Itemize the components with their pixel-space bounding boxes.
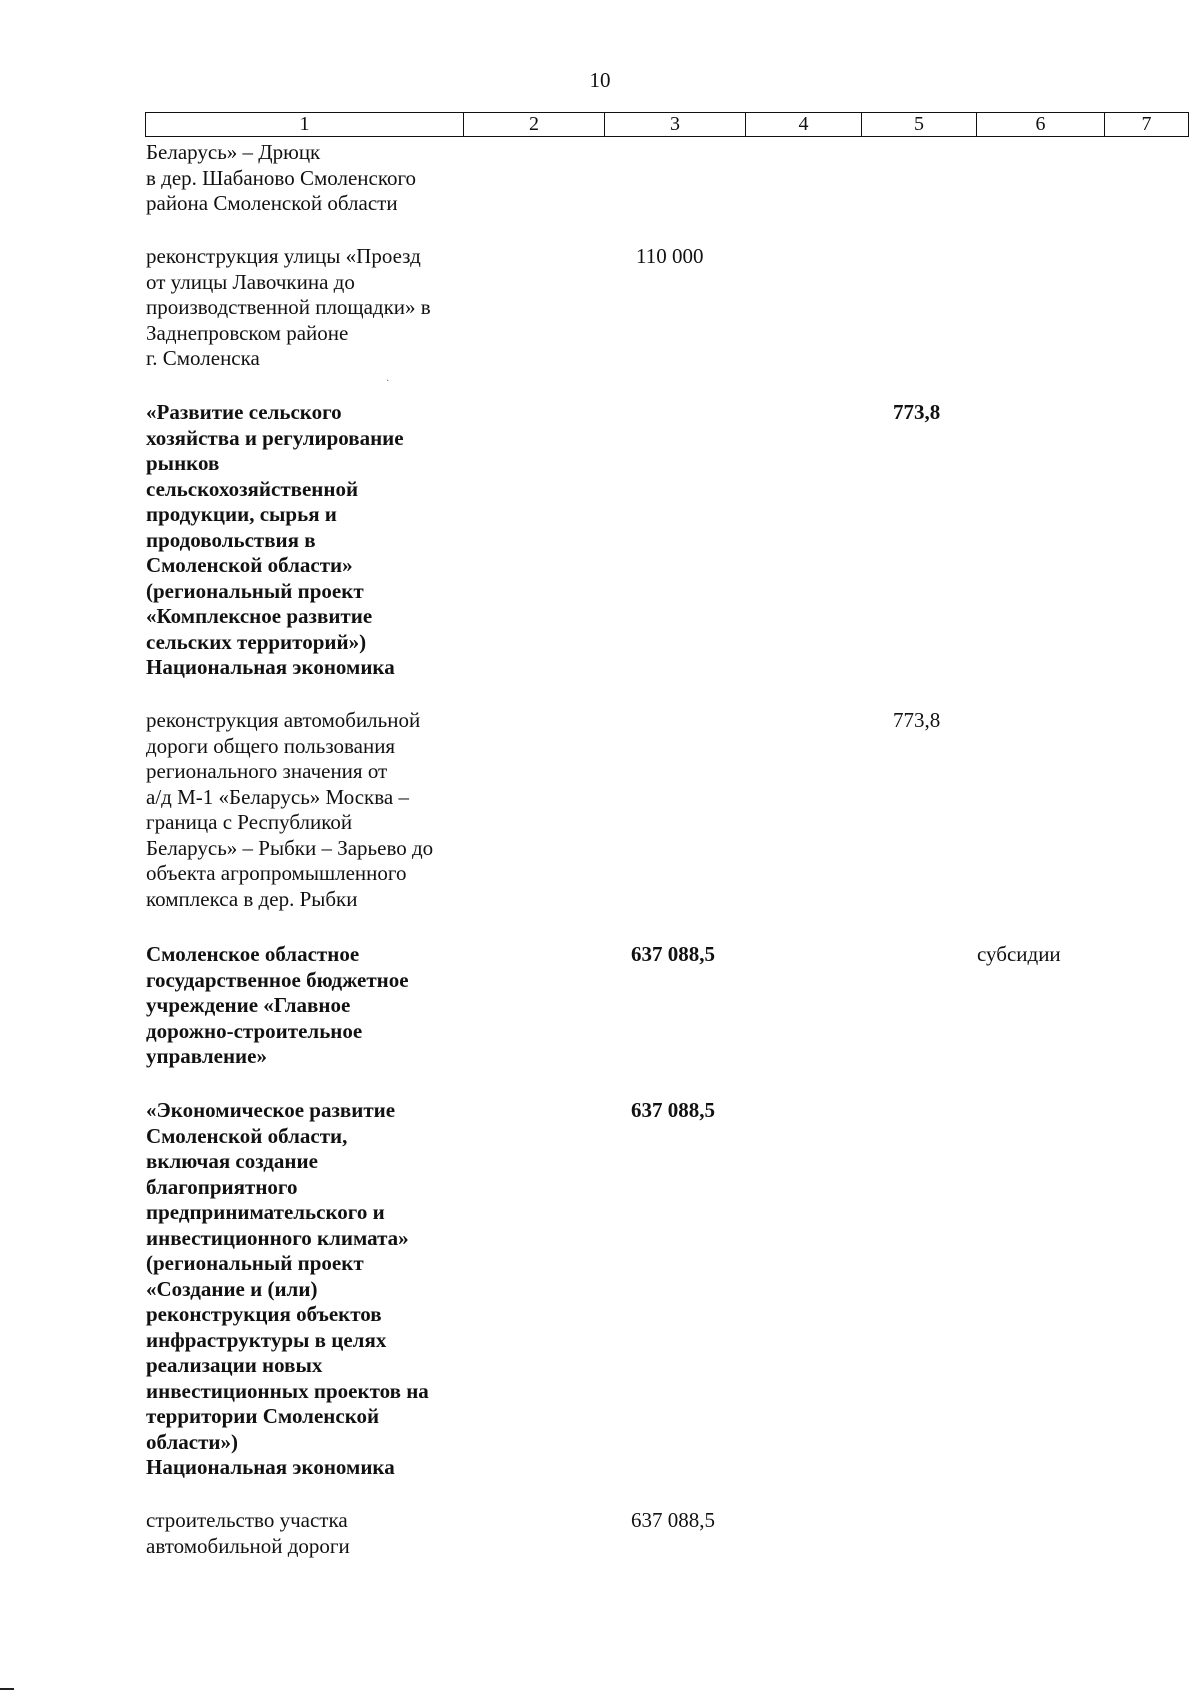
column-header-1: 1: [146, 113, 464, 136]
row-description: «Развитие сельского хозяйства и регулирование рынков сельскохозяйственной продукции, сырья и продовольствия в Смоленской области» (региональный проект «Комплексное развитие сельских территорий») Национальная экономика: [146, 400, 404, 679]
row-col5-value: 773,8: [893, 708, 941, 732]
column-header-7: 7: [1141, 113, 1152, 135]
row-col6-value: субсидии: [977, 942, 1061, 966]
scan-edge-mark: [0, 1688, 14, 1690]
row-col3-value: 110 000: [636, 244, 704, 268]
row-description: реконструкция улицы «Проезд от улицы Лавочкина до производственной площадки» в Заднепровском районе г. Смоленска: [146, 244, 431, 370]
page-number: 10: [589, 68, 611, 92]
row-col3-value: 637 088,5: [631, 1508, 715, 1532]
row-col5-value: 773,8: [893, 400, 941, 424]
column-header-3: 3: [605, 113, 746, 136]
table-column-header-row: [145, 112, 1189, 137]
column-header-2: 2: [464, 113, 605, 136]
column-header-6: 6: [977, 113, 1105, 136]
row-description: реконструкция автомобильной дороги общего пользования регионального значения от а/д М-1 «Беларусь» Москва – граница с Республикой Беларусь» – Рыбки – Зарьево до объекта агропромышленного комплекса в дер. Рыбки: [146, 708, 434, 911]
row-description: «Экономическое развитие Смоленской области, включая создание благоприятного предпринимательского и инвестиционного климата» (региональный проект «Создание и (или) реконструкция объектов инфраструктуры в целях реализации новых инвестиционных проектов на территории Смоленской области») Национальная экономика: [146, 1098, 429, 1479]
row-description: Беларусь» – Дрюцк в дер. Шабаново Смоленского района Смоленской области: [146, 140, 417, 215]
scan-speck: ·: [386, 376, 390, 387]
column-header-5: 5: [862, 113, 977, 136]
row-col3-value: 637 088,5: [631, 1098, 715, 1122]
row-col3-value: 637 088,5: [631, 942, 715, 966]
column-header-4: 4: [746, 113, 862, 136]
row-description: Смоленское областное государственное бюджетное учреждение «Главное дорожно-строительное управление»: [146, 942, 409, 1068]
row-description: строительство участка автомобильной дороги: [146, 1508, 350, 1558]
